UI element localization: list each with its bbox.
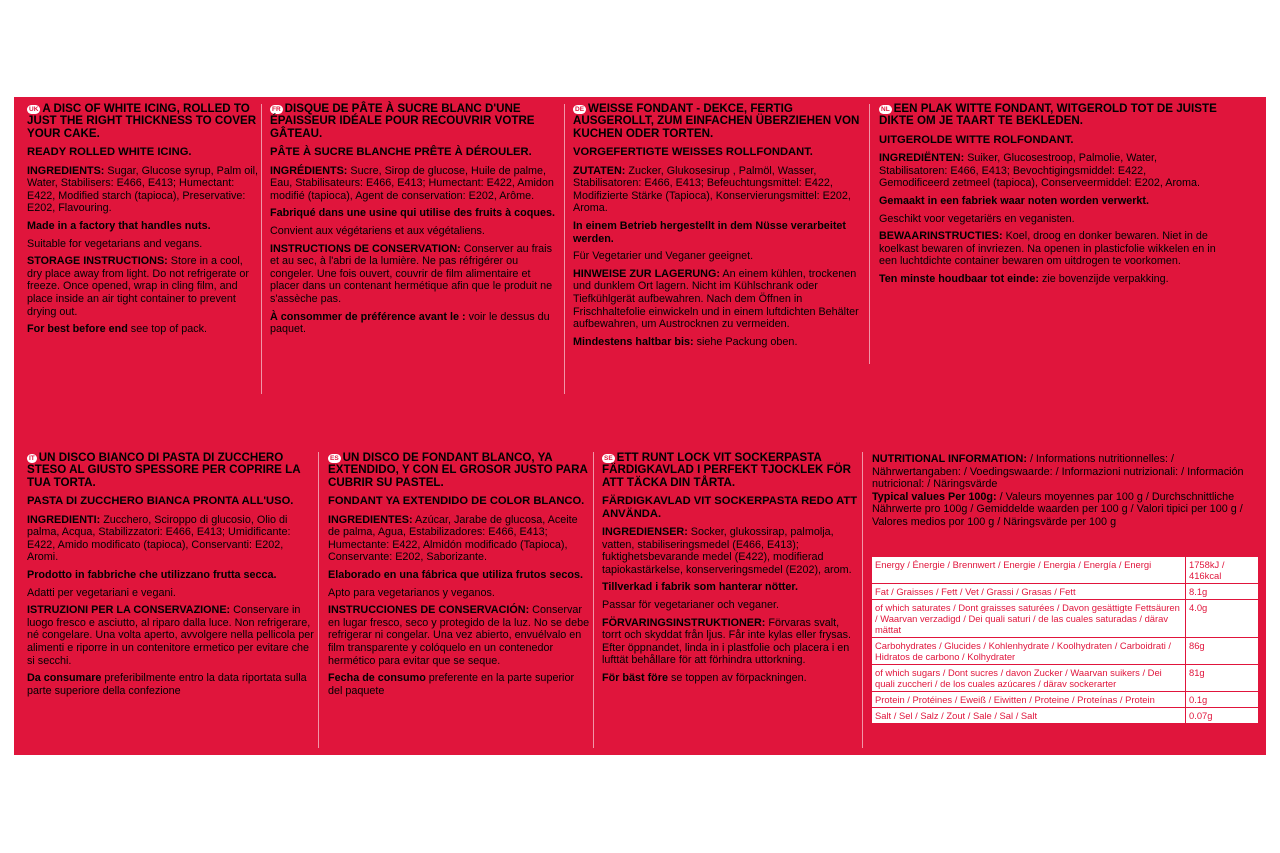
storage-text: An einem kühlen, trockenen und dunklem Ort lagern. Nicht im Kühlschrank oder Tiefkühlgerät aufbewahren. Nach dem Öffnen in Frischhaltefolie einwickeln und in einem luftdichten Behälter aufbewahren, um Austrocknen zu vermeiden.	[573, 267, 859, 331]
best-before	[573, 336, 865, 349]
storage-label: BEWAARINSTRUCTIES:	[879, 230, 1003, 243]
storage-instructions	[328, 604, 590, 667]
section-title-text: A DISC OF WHITE ICING, ROLLED TO JUST THE RIGHT THICKNESS TO COVER YOUR CAKE.	[27, 102, 257, 140]
section-de	[573, 103, 865, 353]
nutrition-row	[872, 708, 1259, 724]
ingredients	[573, 165, 865, 215]
best-before-text: voir le dessus du paquet.	[270, 310, 550, 336]
ingredients-label: INGREDIËNTEN:	[879, 152, 965, 165]
ingredients-label: ZUTATEN:	[573, 164, 626, 177]
best-before-text: preferente en la parte superior del paquete	[328, 672, 575, 697]
section-title	[27, 103, 259, 140]
ingredients-text: Suiker, Glucosestroop, Palmolie, Water, Stabilisatoren: E466, E413; Bevochtigingsmiddel: E422, Gemodificeerd zetmeel (tapioca), Conserveermiddel: E202, Aroma.	[879, 152, 1201, 190]
suitable-note: Suitable for vegetarians and vegans.	[27, 237, 203, 250]
best-before	[27, 672, 315, 697]
allergen-note	[602, 581, 860, 594]
ingredients-label: INGRÉDIENTS:	[270, 164, 348, 177]
section-subtitle: FÄRDIGKAVLAD VIT SOCKERPASTA REDO ATT ANVÄNDA.	[602, 495, 858, 520]
allergen-text: Fabriqué dans une usine qui utilise des fruits à coques.	[270, 207, 555, 220]
storage-text: Conserver au frais et au sec, à l'abri de la lumière. Ne pas réfrigérer ou congeler. Une fois ouvert, couvrir de film alimentaire et placer dans un contenant hermétique afin que le produit ne s'assèche pas.	[270, 242, 553, 305]
storage-instructions	[27, 255, 259, 318]
ingredients-label: INGREDIENSER:	[602, 526, 688, 539]
storage-label: INSTRUCTIONS DE CONSERVATION:	[270, 242, 461, 255]
ingredients-text: Socker, glukossirap, palmolja, vatten, stabiliseringsmedel (E466, E413); fuktighetsbevarande medel (E422), modifierad tapiokastärkelse, konserveringsmedel (E202), arom.	[602, 526, 852, 576]
divider	[869, 104, 870, 364]
section-uk	[27, 103, 259, 341]
best-before-text: see top of pack.	[130, 323, 208, 336]
typical-values	[872, 491, 1256, 529]
nutrient-value: 0.07g	[1186, 708, 1259, 724]
ingredients-label: INGREDIENTI:	[27, 513, 101, 526]
storage-text: Koel, droog en donker bewaren. Niet in de koelkast bewaren of invriezen. Na openen in plasticfolie wikkelen en in een luchtdichte container bewaren om uitdrogen te voorkomen.	[879, 230, 1216, 268]
allergen-text: Elaborado en una fábrica que utiliza frutos secos.	[328, 569, 583, 581]
divider	[261, 104, 262, 394]
section-nl	[879, 103, 1219, 291]
storage-text: Conservare in luogo fresco e asciutto, al riparo dalla luce. Non refrigerare, né congelare. Una volta aperto, avvolgere nella pellicola per alimenti e riporre in un contenitore ermetico per evitare che si secchi.	[27, 604, 314, 667]
nutrition-heading	[872, 453, 1256, 491]
allergen-text: In einem Betrieb hergestellt in dem Nüsse verarbeitet werden.	[573, 220, 847, 245]
best-before-label: För bäst före	[602, 671, 668, 684]
allergen-note	[270, 207, 560, 220]
nutrient-value: 1758kJ / 416kcal	[1186, 557, 1259, 584]
ingredients-text: Sugar, Glucose syrup, Palm oil, Water, Stabilisers: E466, E413; Humectant: E422, Modified starch (tapioca), Preservative: E202, Flavouring.	[27, 164, 259, 215]
suitable-note: Apto para vegetarianos y veganos.	[328, 586, 495, 599]
section-title-text: ETT RUNT LOCK VIT SOCKERPASTA FÄRDIGKAVLAD I PERFEKT TJOCKLEK FÖR ATT TÄCKA DIN TÅRTA.	[602, 451, 852, 489]
best-before-label: Ten minste houdbaar tot einde:	[879, 272, 1039, 285]
storage-label: INSTRUCCIONES DE CONSERVACIÓN:	[328, 604, 530, 617]
storage-instructions	[270, 243, 560, 306]
section-fr	[270, 103, 560, 341]
divider	[318, 452, 319, 748]
section-title-text: UN DISCO DE FONDANT BLANCO, YA EXTENDIDO, Y CON EL GROSOR JUSTO PARA CUBRIR SU PASTEL.	[328, 451, 588, 489]
nutrient-label: Energy / Énergie / Brennwert / Energie / Energia / Energía / Energi	[872, 557, 1186, 584]
section-title	[270, 103, 560, 140]
best-before	[602, 672, 860, 685]
allergen-text: Made in a factory that handles nuts.	[27, 220, 211, 232]
best-before-text: preferibilmente entro la data riportata sulla parte superiore della confezione	[27, 672, 307, 697]
nutrient-label: Fat / Graisses / Fett / Vet / Grassi / Grasas / Fett	[872, 584, 1186, 600]
storage-label: HINWEISE ZUR LAGERUNG:	[573, 267, 720, 280]
allergen-text: Gemaakt in een fabriek waar noten worden verwerkt.	[879, 195, 1150, 207]
divider	[564, 104, 565, 394]
allergen-note	[328, 569, 590, 582]
storage-label: ISTRUZIONI PER LA CONSERVAZIONE:	[27, 604, 231, 617]
country-flag-badge: UK	[29, 106, 39, 113]
section-title	[27, 452, 315, 489]
best-before	[27, 323, 259, 336]
section-it	[27, 452, 315, 702]
section-title	[328, 452, 590, 489]
best-before-text: zie bovenzijde verpakking.	[1041, 272, 1169, 285]
best-before-label: Fecha de consumo	[328, 672, 426, 685]
section-se	[602, 452, 860, 690]
section-es	[328, 452, 590, 702]
section-title-text: DISQUE DE PÂTE À SUCRE BLANC D'UNE ÉPAISSEUR IDÉALE POUR RECOUVRIR VOTRE GÂTEAU.	[270, 102, 535, 140]
ingredients	[879, 152, 1219, 190]
nutrition-info	[872, 453, 1256, 529]
ingredients	[270, 165, 560, 203]
suitable-note: Für Vegetarier und Veganer geeignet.	[573, 250, 754, 263]
ingredients	[602, 526, 860, 576]
country-flag-badge: DE	[575, 106, 585, 113]
section-subtitle: PÂTE À SUCRE BLANCHE PRÊTE À DÉROULER.	[270, 146, 532, 159]
country-flag-badge: NL	[881, 106, 890, 113]
ingredients-label: INGREDIENTS:	[27, 164, 105, 177]
nutrient-label: of which saturates / Dont graisses saturées / Davon gesättigte Fettsäuren / Waarvan verzadigd / Dei quali saturi / de las cuales saturadas / därav mättat	[872, 600, 1186, 638]
storage-instructions	[602, 617, 860, 667]
storage-label: FÖRVARINGSINSTRUKTIONER:	[602, 616, 766, 629]
ingredients	[328, 514, 590, 564]
nutrition-table	[871, 556, 1259, 724]
best-before-label: For best before end	[27, 323, 128, 336]
best-before	[328, 672, 590, 697]
suitable-note: Geschikt voor vegetariërs en veganisten.	[879, 212, 1075, 225]
storage-instructions	[27, 604, 315, 667]
best-before-label: Da consumare	[27, 672, 102, 685]
allergen-text: Prodotto in fabbriche che utilizzano frutta secca.	[27, 569, 277, 581]
section-title	[573, 103, 865, 140]
country-flag-badge: ES	[330, 455, 339, 462]
nutrition-row	[872, 600, 1259, 638]
nutrition-row	[872, 638, 1259, 665]
storage-label: STORAGE INSTRUCTIONS:	[27, 255, 168, 268]
storage-instructions	[879, 230, 1219, 268]
section-subtitle: UITGEROLDE WITTE ROLFONDANT.	[879, 133, 1074, 146]
country-flag-badge: FR	[272, 106, 281, 113]
best-before	[270, 311, 560, 336]
nutrition-row	[872, 584, 1259, 600]
allergen-note	[879, 195, 1219, 208]
nutrition-row	[872, 665, 1259, 692]
ingredients	[27, 514, 315, 564]
suitable-note: Convient aux végétariens et aux végétaliens.	[270, 225, 485, 237]
nutrition-heading-label: NUTRITIONAL INFORMATION:	[872, 453, 1027, 465]
storage-text: Förvaras svalt, torrt och skyddat från ljus. Får inte kylas eller frysas. Efter öppnandet, linda in i plastfolie och placera i en lufttät behållare för att förhindra uttorkning.	[602, 616, 852, 667]
nutrient-value: 81g	[1186, 665, 1259, 692]
typical-values-label: Typical values Per 100g:	[872, 490, 997, 503]
ingredients-text: Zucchero, Sciroppo di glucosio, Olio di palma, Acqua, Stabilizzatori: E466, E413; Umidificante: E422, Amido modificato (tapioca), Conservanti: E202, Aromi.	[27, 513, 291, 564]
country-flag-badge: IT	[29, 455, 35, 462]
best-before-text: siehe Packung oben.	[696, 335, 798, 348]
country-flag-badge: SE	[604, 455, 613, 462]
allergen-note	[27, 569, 315, 582]
ingredients	[27, 165, 259, 215]
nutrition-row	[872, 692, 1259, 708]
section-subtitle: FONDANT YA EXTENDIDO DE COLOR BLANCO.	[328, 495, 585, 508]
suitable-note: Adatti per vegetariani e vegani.	[27, 586, 176, 599]
ingredients-text: Sucre, Sirop de glucose, Huile de palme, Eau, Stabilisateurs: E466, E413; Humectant: E422, Amidon modifié (tapioca), Agent de conservation: E202, Arôme.	[270, 164, 554, 202]
nutrient-value: 0.1g	[1186, 692, 1259, 708]
suitable-note: Passar för vegetarianer och veganer.	[602, 599, 780, 611]
divider	[862, 452, 863, 748]
section-title	[602, 452, 860, 489]
section-subtitle: READY ROLLED WHITE ICING.	[27, 146, 192, 159]
section-title-text: UN DISCO BIANCO DI PASTA DI ZUCCHERO STESO AL GIUSTO SPESSORE PER COPRIRE LA TUA TORTA.	[27, 451, 301, 489]
allergen-note	[27, 220, 259, 233]
nutrient-label: Protein / Protéines / Eweiß / Eiwitten / Proteine / Proteínas / Protein	[872, 692, 1186, 708]
ingredients-text: Azúcar, Jarabe de glucosa, Aceite de palma, Agua, Estabilizadores: E466, E413; Humectante: E422, Almidón modificado (Tapioca), Conservante: E202, Saborizante.	[328, 513, 578, 564]
nutrient-value: 8.1g	[1186, 584, 1259, 600]
ingredients-text: Zucker, Glukosesirup , Palmöl, Wasser, Stabilisatoren: E466, E413; Befeuchtungsmittel: E422, Modifizierte Stärke (Tapioca), Konservierungsmittel: E202, Aroma.	[573, 164, 851, 215]
section-title-text: WEISSE FONDANT - DEKCE, FERTIG AUSGEROLLT, ZUM EINFACHEN ÜBERZIEHEN VON KUCHEN ODER TORTEN.	[573, 102, 860, 140]
nutrient-value: 4.0g	[1186, 600, 1259, 638]
nutrition-heading-rest: / Informations nutritionnelles: / Nährwertangaben: / Voedingswaarde: / Informazioni nutrizionali: / Información nutricional: / Näringsvärde	[872, 453, 1244, 491]
allergen-note	[573, 220, 865, 245]
best-before-label: Mindestens haltbar bis:	[573, 335, 694, 348]
storage-instructions	[573, 268, 865, 331]
storage-text: Conservar en lugar fresco, seco y protegido de la luz. No se debe refrigerar ni congelar. Una vez abierto, envuélvalo en film transparente y colóquelo en un contenedor hermético para evitar que se seque.	[328, 604, 590, 667]
best-before	[879, 273, 1219, 286]
ingredients-label: INGREDIENTES:	[328, 513, 413, 526]
section-subtitle: VORGEFERTIGTE WEISSES ROLLFONDANT.	[573, 146, 813, 159]
typical-values-rest: / Valeurs moyennes par 100 g / Durchschnittliche Nährwerte pro 100g / Gemiddelde waarden per 100 g / Valori tipici per 100 g / Valores medios por 100 g / Näringsvärde per 100 g	[872, 490, 1243, 528]
best-before-label: À consommer de préférence avant le :	[270, 310, 466, 323]
allergen-text: Tillverkad i fabrik som hanterar nötter.	[602, 581, 799, 594]
section-title	[879, 103, 1219, 128]
section-title-text: EEN PLAK WITTE FONDANT, WITGEROLD TOT DE JUISTE DIKTE OM JE TAART TE BEKLEDEN.	[879, 102, 1217, 128]
nutrient-label: of which sugars / Dont sucres / davon Zucker / Waarvan suikers / Dei quali zuccheri / de los cuales azúcares / därav sockerarter	[872, 665, 1186, 692]
nutrient-label: Carbohydrates / Glucides / Kohlenhydrate / Koolhydraten / Carboidrati / Hidratos de carbono / Kolhydrater	[872, 638, 1186, 665]
nutrition-row	[872, 557, 1259, 584]
section-subtitle: PASTA DI ZUCCHERO BIANCA PRONTA ALL'USO.	[27, 495, 294, 508]
best-before-text: se toppen av förpackningen.	[671, 671, 807, 684]
nutrient-label: Salt / Sel / Salz / Zout / Sale / Sal / Salt	[872, 708, 1186, 724]
divider	[593, 452, 594, 748]
storage-text: Store in a cool, dry place away from light. Do not refrigerate or freeze. Once opened, wrap in cling film, and place inside an air tight container to prevent drying out.	[27, 255, 250, 318]
nutrient-value: 86g	[1186, 638, 1259, 665]
